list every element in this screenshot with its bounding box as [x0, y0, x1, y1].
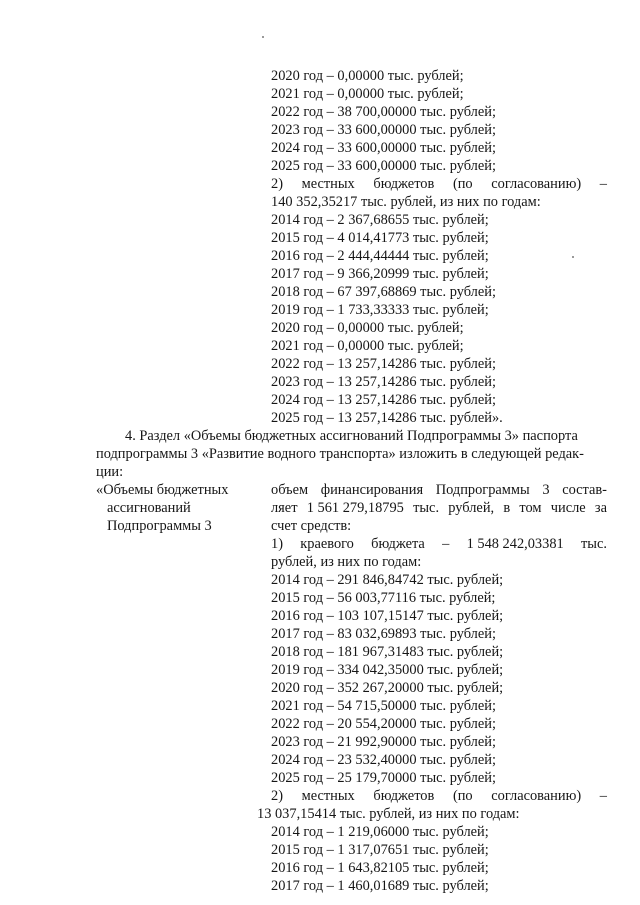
word: согласованию) [491, 176, 582, 192]
word: согласованию) [491, 788, 582, 804]
list-item: 2015 год – 56 003,77116 тыс. рублей; [271, 590, 496, 606]
list-item: 2023 год – 13 257,14286 тыс. рублей; [271, 374, 496, 390]
list-item: 2014 год – 1 219,06000 тыс. рублей; [271, 824, 489, 840]
list-item: 2020 год – 0,00000 тыс. рублей; [271, 68, 464, 84]
list-item: 2020 год – 352 267,20000 тыс. рублей; [271, 680, 504, 696]
list-item: 2017 год – 1 460,01689 тыс. рублей; [271, 878, 489, 894]
list-item: 2020 год – 0,00000 тыс. рублей; [271, 320, 464, 336]
word: – [442, 536, 450, 552]
list-item: 2019 год – 1 733,33333 тыс. рублей; [271, 302, 489, 318]
left-col-label: ассигнований [107, 500, 191, 516]
word: том [519, 500, 542, 516]
local-budget-heading [271, 788, 607, 805]
left-col-label: Подпрограммы 3 [107, 518, 212, 534]
list-item: 2016 год – 103 107,15147 тыс. рублей; [271, 608, 504, 624]
word: 2) [271, 176, 283, 192]
list-item: 2025 год – 33 600,00000 тыс. рублей; [271, 158, 496, 174]
word: объем [271, 482, 309, 498]
word: тыс. [413, 500, 440, 516]
section-4-line-2 [96, 446, 584, 463]
list-item: 2016 год – 1 643,82105 тыс. рублей; [271, 860, 489, 876]
word: «Развитие [201, 446, 264, 462]
word: подпрограммы [96, 446, 188, 462]
local-budget-heading [271, 176, 607, 193]
scan-speck [262, 36, 264, 38]
word: 1 561 279,18795 [306, 500, 404, 516]
word: бюджета [371, 536, 425, 552]
word: следующей [471, 446, 542, 462]
word: транспорта» [319, 446, 396, 462]
list-item: 2024 год – 23 532,40000 тыс. рублей; [271, 752, 496, 768]
list-item: 2021 год – 0,00000 тыс. рублей; [271, 86, 464, 102]
list-item: 2025 год – 13 257,14286 тыс. рублей». [271, 410, 503, 426]
list-item: 2023 год – 21 992,90000 тыс. рублей; [271, 734, 496, 750]
word: бюджетов [373, 176, 435, 192]
word: – [599, 176, 607, 192]
financing-line-3: счет средств: [271, 518, 352, 534]
list-item: 2016 год – 2 444,44444 тыс. рублей; [271, 248, 489, 264]
word: бюджетов [373, 788, 435, 804]
list-item: 2024 год – 13 257,14286 тыс. рублей; [271, 392, 496, 408]
list-item: 2021 год – 0,00000 тыс. рублей; [271, 338, 464, 354]
list-item: 2022 год – 38 700,00000 тыс. рублей; [271, 104, 496, 120]
section-4-line-1: 4. Раздел «Объемы бюджетных ассигнований Подпрограммы 3» паспорта [125, 428, 578, 444]
list-item: 2015 год – 4 014,41773 тыс. рублей; [271, 230, 489, 246]
list-item: 2022 год – 13 257,14286 тыс. рублей; [271, 356, 496, 372]
word: 2) [271, 788, 283, 804]
section-4-line-3: ции: [96, 464, 124, 480]
word: (по [452, 788, 473, 804]
financing-line-1 [271, 482, 607, 499]
list-item: 2025 год – 25 179,70000 тыс. рублей; [271, 770, 496, 786]
word: в [503, 500, 511, 516]
left-col-label: «Объемы бюджетных [96, 482, 229, 498]
list-item: 2014 год – 291 846,84742 тыс. рублей; [271, 572, 504, 588]
word: местных [301, 176, 355, 192]
list-item: 2024 год – 33 600,00000 тыс. рублей; [271, 140, 496, 156]
local-budget-total: 140 352,35217 тыс. рублей, из них по годам: [271, 194, 541, 210]
word: изложить [399, 446, 458, 462]
list-item: 2022 год – 20 554,20000 тыс. рублей; [271, 716, 496, 732]
word: водного [267, 446, 316, 462]
word: 3 [190, 446, 199, 462]
list-item: 2018 год – 181 967,31483 тыс. рублей; [271, 644, 504, 660]
word: тыс. [581, 536, 607, 552]
word: финансирования [320, 482, 424, 498]
financing-line-2 [271, 500, 607, 517]
word: рублей, [448, 500, 495, 516]
word: 1 548 242,03381 [466, 536, 564, 552]
word: за [594, 500, 607, 516]
word: 1) [271, 536, 283, 552]
word: (по [452, 176, 473, 192]
list-item: 2017 год – 83 032,69893 тыс. рублей; [271, 626, 496, 642]
local-budget-total: 13 037,15414 тыс. рублей, из них по годам: [257, 806, 520, 822]
word: краевого [300, 536, 354, 552]
list-item: 2021 год – 54 715,50000 тыс. рублей; [271, 698, 496, 714]
word: Подпрограммы [435, 482, 530, 498]
regional-budget-subline: рублей, из них по годам: [271, 554, 422, 570]
list-item: 2019 год – 334 042,35000 тыс. рублей; [271, 662, 504, 678]
word: 3 [542, 482, 550, 498]
word: в [460, 446, 468, 462]
scan-speck [572, 256, 574, 258]
word: местных [301, 788, 355, 804]
list-item: 2015 год – 1 317,07651 тыс. рублей; [271, 842, 489, 858]
regional-budget-heading [271, 536, 607, 553]
word: ляет [271, 500, 298, 516]
list-item: 2018 год – 67 397,68869 тыс. рублей; [271, 284, 496, 300]
word: числе [550, 500, 586, 516]
list-item: 2023 год – 33 600,00000 тыс. рублей; [271, 122, 496, 138]
list-item: 2014 год – 2 367,68655 тыс. рублей; [271, 212, 489, 228]
list-item: 2017 год – 9 366,20999 тыс. рублей; [271, 266, 489, 282]
word: редак- [545, 446, 584, 462]
word: состав- [562, 482, 607, 498]
word: – [599, 788, 607, 804]
